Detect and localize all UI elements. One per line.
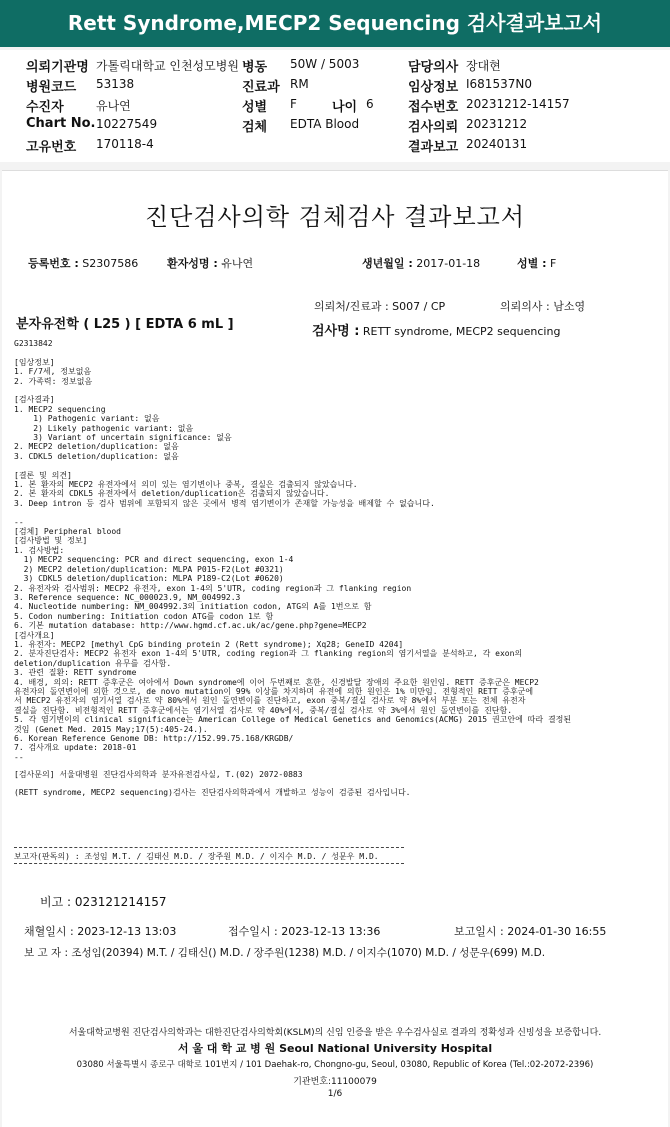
- registration-no: [28, 255, 138, 271]
- hospital-code-label: 병원코드: [26, 80, 77, 95]
- body-line: [14, 461, 571, 470]
- patient-info-panel: [0, 50, 670, 162]
- dept-value: RM: [290, 77, 309, 91]
- report-time: [454, 923, 606, 939]
- body-line: 서 MECP2 유전자의 염기서열 검사로 약 80%에서 원인 돌연변이를 진단하고, exon 중복/결실 검사로 약 8%에서 부분 또는 전체 유전자: [14, 696, 526, 706]
- age-label: 나이: [332, 100, 358, 115]
- hospital-name-en: Seoul National University Hospital: [279, 1042, 493, 1055]
- body-line: 1. MECP2 sequencing: [14, 404, 106, 414]
- clinical-info-label: 임상정보: [408, 80, 459, 95]
- report-time-value: 2024-01-30 16:55: [507, 925, 607, 938]
- age-value: 6: [366, 97, 374, 111]
- certification-note: 서울대학교병원 진단검사의학과는 대한진단검사의학회(KSLM)의 신임 인증을 받은 우수검사실로 결과의 정확성과 신빙성을 보증합니다.: [68, 1028, 602, 1038]
- remark: [40, 893, 167, 910]
- body-line: 3. 관련 질환: RETT syndrome: [14, 668, 137, 678]
- hospital-label: 의뢰기관명: [26, 60, 89, 75]
- body-line: 3) CDKL5 deletion/duplication: MLPA P189-C2(Lot #0620): [14, 574, 284, 584]
- dashed-divider: [14, 847, 404, 848]
- body-line: 3. Deep intron 등 검사 범위에 포함되지 않은 곳에서 병적 염기변이가 존재할 가능성을 배제할 수 없습니다.: [14, 498, 435, 508]
- specimen-label: 검체: [242, 120, 268, 135]
- body-line: --: [14, 517, 24, 527]
- registration-no-label: 등록번호 :: [28, 257, 79, 270]
- request-dept: [314, 298, 445, 314]
- body-line: 2. 가족력: 정보없음: [14, 376, 93, 386]
- patient-name-report-value: 유나연: [221, 257, 254, 270]
- body-line: 1. 유전자: MECP2 [methyl CpG binding protein 2 (Rett syndrome); Xq28; GeneID 4204]: [14, 639, 404, 649]
- test-name-value: RETT syndrome, MECP2 sequencing: [362, 325, 561, 338]
- receipt-no-label: 접수번호: [408, 100, 459, 115]
- request-doctor-value: 남소영: [553, 300, 586, 313]
- dept-label: 진료과: [242, 80, 280, 95]
- body-line: 3. Reference sequence: NC_000023.9, NM_004992.3: [14, 592, 241, 602]
- body-line: 1) Pathogenic variant: 없음: [14, 414, 160, 424]
- reporters-label: 보 고 자 :: [24, 947, 68, 959]
- body-line: [검사결과]: [14, 395, 55, 405]
- hospital-name: [2, 1040, 668, 1056]
- receipt-no-value: 20231212-14157: [466, 97, 570, 111]
- body-line: [검체] Peripheral blood: [14, 527, 121, 537]
- body-line: 2. 분자진단검사: MECP2 유전자 exon 1-4의 5'UTR, coding region과 그 flanking region의 염기서열을 분석하고, 각 exon의: [14, 649, 523, 659]
- body-line: [검사문의] 서울대병원 진단검사의학과 분자유전검사실, T.(02) 2072-0883: [14, 770, 303, 780]
- remark-value: 023121214157: [74, 895, 167, 909]
- body-line: deletion/duplication 유무를 검사함.: [14, 658, 172, 668]
- result-report-label: 결과보고: [408, 140, 459, 155]
- remark-label: 비고 :: [40, 895, 72, 909]
- page-number: 1/6: [327, 1089, 343, 1099]
- patient-name: [167, 255, 253, 271]
- body-line: 1. 검사방법:: [14, 545, 65, 555]
- dob-value: 2017-01-18: [416, 257, 481, 270]
- specimen-value: EDTA Blood: [290, 117, 360, 131]
- report-body-text: [14, 339, 571, 797]
- receipt-time-value: 2023-12-13 13:36: [281, 925, 381, 938]
- body-line: --: [14, 752, 24, 762]
- doctor-label: 담당의사: [408, 60, 459, 75]
- body-line: 2. 유전자와 검사범위: MECP2 유전자, exon 1-4의 5'UTR, coding region과 그 flanking region: [14, 583, 412, 593]
- result-report-value: 20240131: [466, 137, 528, 151]
- sex-value: F: [290, 97, 297, 111]
- body-line: 2. MECP2 deletion/duplication: 없음: [14, 442, 179, 452]
- doctor-value: 장대현: [466, 59, 501, 73]
- reporters: [24, 945, 545, 960]
- body-line: G2313842: [14, 339, 53, 348]
- dashed-divider: [14, 863, 404, 864]
- request-date-value: 20231212: [466, 117, 528, 131]
- body-line: 1. F/7세, 정보없음: [14, 367, 92, 377]
- unique-id-label: 고유번호: [26, 140, 77, 155]
- report-sex: [517, 255, 556, 271]
- dob-label: 생년월일 :: [362, 257, 413, 270]
- body-line: 3. CDKL5 deletion/duplication: 없음: [14, 451, 179, 461]
- collection-time-label: 채혈일시 :: [24, 925, 74, 938]
- body-line: 4. Nucleotide numbering: NM_004992.3의 initiation codon, ATG의 A를 1번으로 함: [14, 602, 372, 612]
- body-line: 2) Likely pathogenic variant: 없음: [14, 423, 194, 433]
- hospital-value: 가톨릭대학교 인천성모병원: [96, 59, 239, 73]
- reporters-value: 조성임(20394) M.T. / 김태신() M.D. / 장주원(1238) M.D. / 이지수(1070) M.D. / 성문우(699) M.D.: [71, 947, 546, 959]
- body-line: [14, 386, 571, 395]
- request-date-label: 검사의뢰: [408, 120, 459, 135]
- sex-label: 성별: [242, 100, 268, 115]
- body-line: 5. Codon numbering: Initiation codon ATG를 codon 1로 함: [14, 611, 274, 621]
- body-line: 2) MECP2 deletion/duplication: MLPA P015-F2(Lot #0321): [14, 564, 284, 574]
- report-sex-value: F: [549, 257, 557, 270]
- date-of-birth: [362, 255, 480, 271]
- section-heading: 분자유전학 ( L25 ) [ EDTA 6 mL ]: [16, 317, 234, 332]
- body-line: 6. 기본 mutation database: http://www.hgmd.cf.ac.uk/ac/gene.php?gene=MECP2: [14, 621, 367, 631]
- unique-id-value: 170118-4: [96, 137, 154, 151]
- collection-time: [24, 923, 176, 939]
- body-line: 유전자의 돌연변이에 의한 것으로, de novo mutation이 99% 이상를 차지하며 유전에 의한 원인은 1% 미만임. 전형적인 RETT 증후군에: [14, 686, 534, 696]
- reporters-line: 보고자(판독의) : 조성임 M.T. / 김태신 M.D. / 장주원 M.D. / 이지수 M.D. / 성문우 M.D.: [14, 852, 379, 861]
- registration-no-value: S2307586: [82, 257, 139, 270]
- report-title: 진단검사의학 검체검사 결과보고서: [144, 203, 526, 231]
- body-line: [결론 및 의견]: [14, 470, 72, 480]
- body-line: 4. 배경, 의의: RETT 증후군은 여아에서 Down syndrome에 이어 두번째로 흔한, 신경발달 장애의 주요한 원인임. RETT 증후군은 MECP2: [14, 677, 539, 687]
- request-dept-value: S007 / CP: [392, 300, 446, 313]
- body-line: 2. 본 환자의 CDKL5 유전자에서 deletion/duplication은 검출되지 않았습니다.: [14, 489, 330, 499]
- hospital-code-value: 53138: [96, 77, 135, 91]
- collection-time-value: 2023-12-13 13:03: [77, 925, 177, 938]
- body-line: 결실을 진단함. 비전형적인 RETT 증후군에서는 염기서열 검사로 약 40%에서, 중복/결실 검사로 약 3%에서 원인 돌연변이를 진단함.: [14, 705, 513, 715]
- request-doctor: [500, 298, 585, 314]
- body-line: [검사개요]: [14, 630, 55, 640]
- request-dept-label: 의뢰처/진료과 :: [314, 300, 389, 313]
- body-line: 5. 각 염기변이의 clinical significance는 American College of Medical Genetics and Genomics(ACMG) 2015 권고안에 따라 결정된: [14, 715, 572, 725]
- report-time-label: 보고일시 :: [454, 925, 504, 938]
- patient-name-report-label: 환자성명 :: [167, 257, 218, 270]
- chart-no-label: Chart No.: [26, 116, 96, 131]
- report-sex-label: 성별 :: [517, 257, 547, 270]
- body-line: [14, 348, 571, 357]
- patient-name-label: 수진자: [26, 100, 64, 115]
- test-name: [312, 320, 560, 339]
- body-line: [임상정보]: [14, 357, 55, 367]
- clinical-info-value: I681537N0: [466, 77, 532, 91]
- report-sheet: [2, 170, 668, 1127]
- body-line: (RETT syndrome, MECP2 sequencing)검사는 진단검사의학과에서 개발하고 성능이 검증된 검사입니다.: [14, 787, 411, 797]
- hospital-name-ko: 서 울 대 학 교 병 원: [177, 1042, 276, 1055]
- body-line: [14, 508, 571, 517]
- receipt-time: [228, 923, 380, 939]
- report-banner-title: Rett Syndrome,MECP2 Sequencing 검사결과보고서: [0, 0, 670, 47]
- ward-value: 50W / 5003: [290, 57, 360, 71]
- body-line: 1. 본 환자의 MECP2 유전자에서 의미 있는 염기변이나 중복, 결실은 검출되지 않았습니다.: [14, 480, 358, 490]
- body-line: 3) Variant of uncertain significance: 없음: [14, 433, 232, 443]
- test-name-label: 검사명 :: [312, 324, 360, 339]
- patient-name-value: 유나연: [96, 99, 131, 113]
- body-line: 1) MECP2 sequencing: PCR and direct sequencing, exon 1-4: [14, 555, 294, 565]
- request-doctor-label: 의뢰의사 :: [500, 300, 550, 313]
- institution-no: 기관번호:11100079: [293, 1077, 377, 1087]
- body-line: 것임 (Genet Med. 2015 May;17(5):405-24.).: [14, 724, 208, 734]
- hospital-address: 03080 서울특별시 종로구 대학로 101번지 / 101 Daehak-ro, Chongno-gu, Seoul, 03080, Republic of Korea (Tel.:02-2072-2396): [76, 1060, 594, 1070]
- body-line: [검사방법 및 정보]: [14, 536, 88, 546]
- ward-label: 병동: [242, 60, 268, 75]
- chart-no-value: 10227549: [96, 117, 158, 131]
- body-line: 6. Korean Reference Genome DB: http://152.99.75.168/KRGDB/: [14, 734, 294, 743]
- receipt-time-label: 접수일시 :: [228, 925, 278, 938]
- body-line: 7. 검사개요 update: 2018-01: [14, 743, 137, 753]
